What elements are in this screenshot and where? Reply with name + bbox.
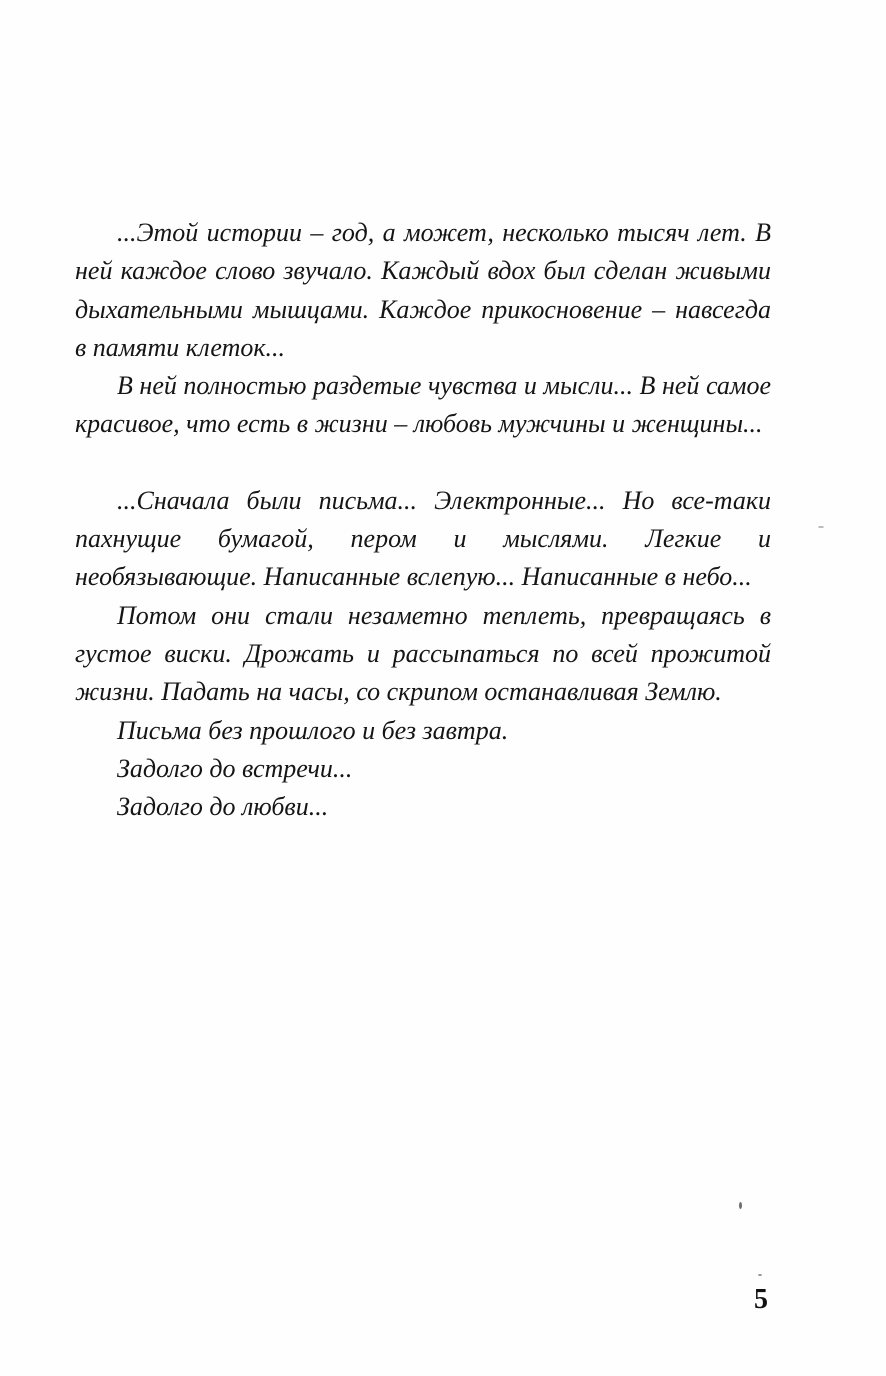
ink-speck — [758, 1274, 762, 1276]
paragraph-6: Задолго до встречи... — [117, 753, 353, 783]
paragraph-2: В ней полностью раздетые чувства и мысли... В ней самое красивое, что есть в жизни – любовь мужчины и женщины... — [75, 371, 771, 439]
ink-speck — [818, 526, 824, 528]
paragraph-5: Письма без прошлого и без завтра. — [117, 715, 509, 745]
page-number: 5 — [754, 1284, 768, 1315]
paragraph-3: ...Сначала были письма... Электронные... Но все-таки пахнущие бумагой, пером и мыслями. Легкие и необязывающие. Написанные вслепую... Написанные в небо... — [75, 485, 771, 592]
page-text — [75, 214, 771, 826]
paragraph-7: Задолго до любви... — [117, 792, 329, 822]
paragraph-4: Потом они стали незаметно теплеть, превращаясь в густое виски. Дрожать и рассыпаться по всей прожитой жизни. Падать на часы, со скрипом останавливая Землю. — [75, 600, 771, 707]
ink-speck — [739, 1202, 742, 1209]
paragraph-1: ...Этой истории – год, а может, несколько тысяч лет. В ней каждое слово звучало. Каждый вдох был сделан живыми дыхательными мышцами. Каждое прикосновение – навсегда в памяти клеток... — [75, 218, 771, 362]
